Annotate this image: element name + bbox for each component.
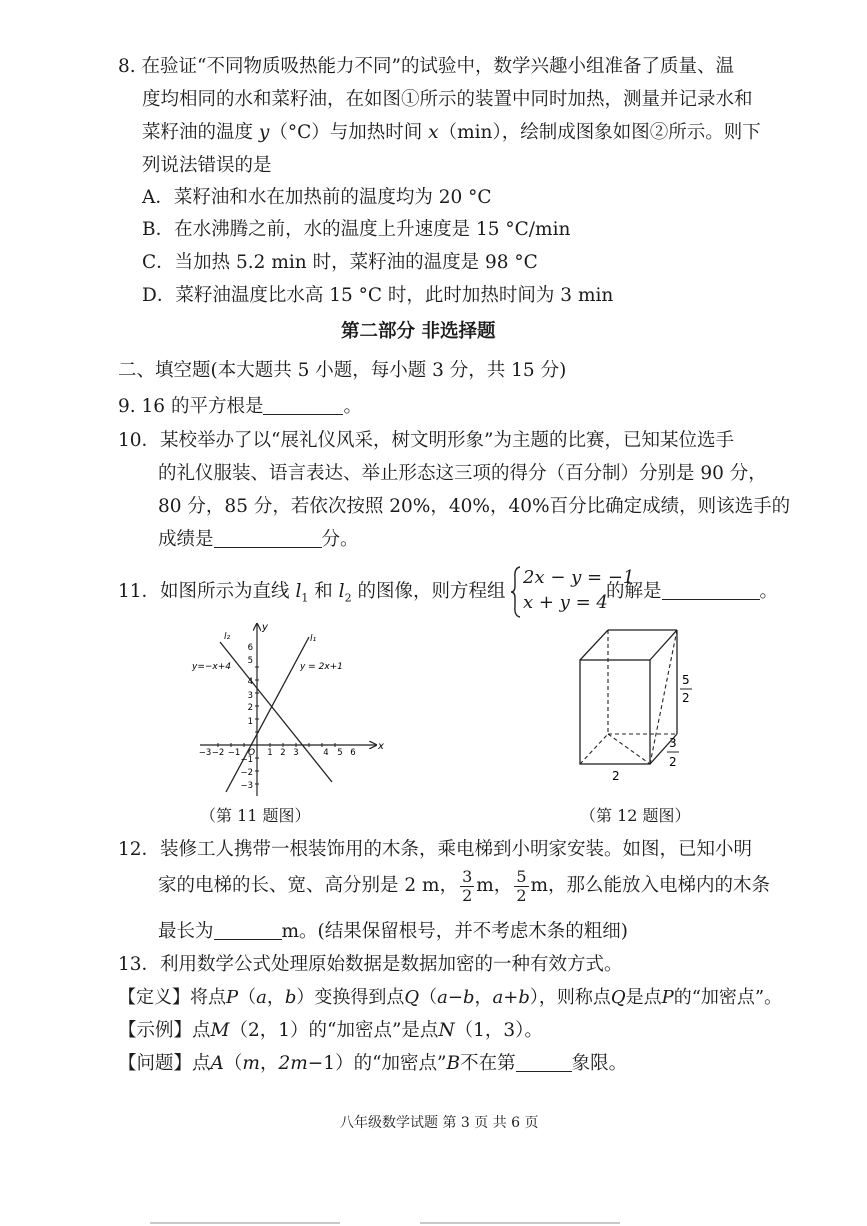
l2-label: l₂ [224, 632, 231, 642]
figure-11-caption: （第 11 题图） [200, 806, 311, 825]
q10-answer-blank[interactable] [214, 529, 322, 548]
q12-line3: 最长为 m。(结果保留根号，并不考虑木条的粗细) [158, 921, 628, 942]
line-l1 [226, 637, 309, 792]
line-b-equation: y = 2x+1 [300, 662, 343, 672]
q8-option-c: C．当加热 5.2 min 时，菜籽油的温度是 98 °C [142, 252, 538, 273]
svg-text:−1: −1 [240, 755, 253, 765]
svg-text:4: 4 [323, 748, 329, 758]
bottom-border-right [420, 1222, 620, 1224]
box-height-den: 2 [682, 691, 690, 705]
q9-answer-blank[interactable] [263, 396, 343, 415]
box-length-label: 2 [612, 769, 620, 783]
q12-line1: 12．装修工人携带一根装饰用的木条，乘电梯到小明家安装。如图，已知小明 [118, 839, 753, 860]
svg-text:−2: −2 [211, 748, 225, 758]
q13-line1: 13．利用数学公式处理原始数据是数据加密的一种有效方式。 [118, 954, 623, 975]
q12-answer-blank[interactable] [214, 921, 282, 940]
q13-example: 【示例】点M（2，1）的“加密点”是点N（1，3）。 [118, 1020, 543, 1041]
figure-12-cuboid [570, 626, 700, 786]
bottom-border-left [150, 1222, 340, 1224]
svg-text:3: 3 [293, 748, 299, 758]
svg-text:−3: −3 [198, 748, 212, 758]
svg-text:5: 5 [247, 656, 253, 666]
x-axis-label: x [378, 741, 384, 752]
q10-line1: 10．某校举办了以“展礼仪风采，树文明形象”为主题的比赛，已知某位选手 [118, 430, 734, 451]
q8-line3: 菜籽油的温度 y（°C）与加热时间 x（min），绘制成图象如图②所示。则下 [142, 122, 761, 143]
svg-text:−1: −1 [227, 748, 241, 758]
q8-line2: 度均相同的水和菜籽油，在如图①所示的装置中同时加热，测量并记录水和 [142, 89, 753, 110]
svg-text:3: 3 [247, 691, 253, 701]
svg-text:1: 1 [247, 717, 253, 727]
q10-line3: 80 分，85 分，若依次按照 20%，40%，40%百分比确定成绩，则该选手的 [158, 496, 791, 517]
q8-option-d: D．菜籽油温度比水高 15 °C 时，此时加热时间为 3 min [142, 285, 614, 306]
page-footer: 八年级数学试题 第 3 页 共 6 页 [340, 1115, 539, 1131]
origin-label: O [248, 748, 256, 758]
box-width-den: 2 [669, 755, 677, 769]
q12-line2: 家的电梯的长、宽、高分别是 2 m， $\frac{3}{2}$ m， $\frac{5}{2}$ m，那么能放入电梯内的木条 [158, 866, 771, 905]
section2-heading: 二、填空题(本大题共 5 小题，每小题 3 分，共 15 分) [118, 360, 567, 381]
q13-problem: 【问题】点A（m，2m−1）的“加密点”B不在第 象限。 [118, 1053, 628, 1074]
svg-text:−2: −2 [240, 768, 253, 778]
svg-text:4: 4 [247, 677, 253, 687]
part2-title: 第二部分 非选择题 [341, 321, 496, 342]
l1-label: l₁ [310, 634, 317, 644]
q8-line4: 列说法错误的是 [142, 155, 272, 176]
q8-option-b: B．在水沸腾之前，水的温度上升速度是 15 °C/min [142, 219, 571, 240]
q11-text: 11．如图所示为直线 $l_1$ 和 $l_2$ 的图像，则方程组 [118, 581, 506, 605]
q11-answer-blank[interactable] [662, 581, 760, 600]
svg-text:5: 5 [337, 748, 343, 758]
q8-line1: 8. 在验证“不同物质吸热能力不同”的试验中，数学兴趣小组准备了质量、温 [118, 56, 734, 77]
q10-line4: 成绩是 分。 [158, 529, 359, 550]
equation-system-brace [511, 566, 521, 618]
q13-answer-blank[interactable] [516, 1053, 572, 1072]
svg-text:2: 2 [247, 703, 253, 713]
q13-definition: 【定义】将点P（a，b）变换得到点Q（a−b，a+b），则称点Q是点P的“加密点”。 [118, 987, 783, 1008]
equation-1: 2x − y = −1 [523, 567, 635, 588]
svg-text:6: 6 [350, 748, 356, 758]
q10-line2: 的礼仪服装、语言表达、举止形态这三项的得分（百分制）分别是 90 分， [158, 463, 767, 484]
box-width-num: 3 [669, 736, 677, 750]
figure-12-caption: （第 12 题图） [580, 806, 691, 825]
line-a-equation: y=−x+4 [192, 662, 232, 672]
equation-2: x + y = 4 [523, 592, 608, 613]
svg-text:2: 2 [280, 748, 286, 758]
svg-text:1: 1 [267, 748, 273, 758]
svg-text:−3: −3 [240, 781, 253, 791]
y-tick-labels [240, 643, 256, 791]
svg-text:6: 6 [247, 643, 253, 653]
x-tick-labels [199, 748, 356, 758]
q8-option-a: A．菜籽油和水在加热前的温度均为 20 °C [142, 187, 492, 208]
y-axis-label: y [262, 622, 268, 633]
box-height-num: 5 [682, 673, 690, 687]
figure-11-graph [190, 622, 390, 802]
q9-text: 9. 16 的平方根是 。 [118, 396, 362, 417]
q11-answer-text: 的解是 。 [606, 581, 779, 602]
